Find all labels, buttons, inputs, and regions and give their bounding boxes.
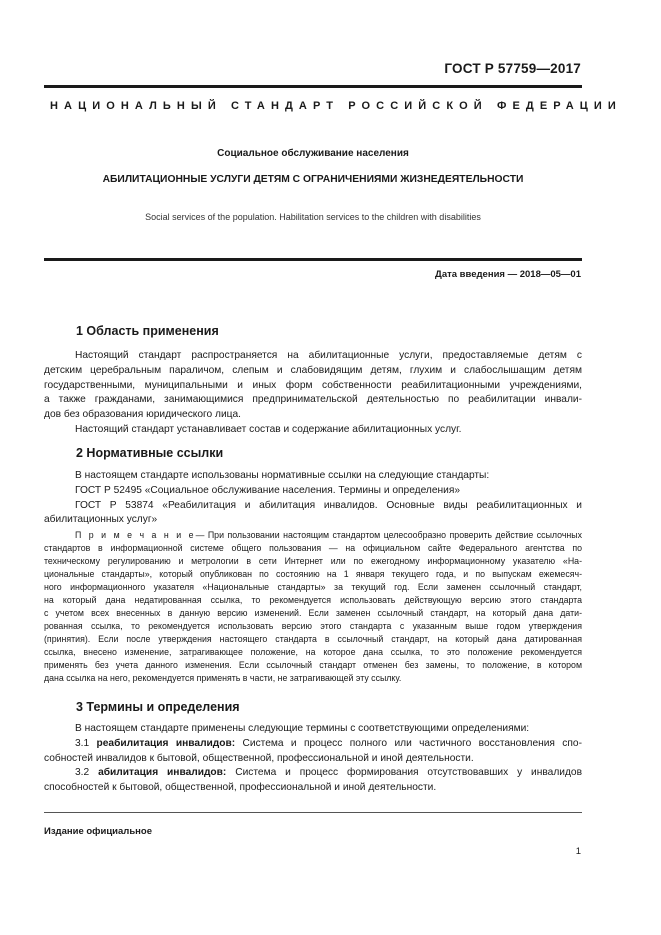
term-number: 3.1 [75,737,90,749]
text-line: В настоящем стандарте использованы нормативные ссылки на следующие стандарты: [75,470,490,481]
text-line: собностей инвалидов к бытовой, общественной, профессиональной и иной деятельности. [44,752,474,764]
term-3-2 [44,766,582,781]
term-name: абилитация инвалидов: [98,767,227,779]
text-line: Настоящий стандарт распространяется на абилитационные услуги, предоставляемые детям с [75,350,582,361]
term-number: 3.2 [75,767,90,779]
term-3-1 [44,737,582,752]
text-line: (принятия). Если после утверждения настоящего стандарта в ссылочный стандарт, на который дана датированная [44,634,582,644]
section-1-paragraph [44,349,582,438]
date-introduced: Дата введения — 2018—05—01 [435,269,581,280]
text-line: стандартов в информационной системе общего пользования — на официальном сайте Федерального агентства по [44,543,582,553]
reference-item: ГОСТ Р 53874 «Реабилитация и абилитация инвалидов. Основные виды реабилитационных и [75,499,582,511]
text-line: на который дана недатированная ссылка, то рекомендуется использовать действующую версию этого стандарта [44,595,582,605]
reference-item: ГОСТ Р 52495 «Социальное обслуживание населения. Термины и определения» [75,484,461,496]
text-line: ного информационного указателя «Национальные стандарты» за текущий год. Если заменен ссылочный стандарт, [44,582,582,592]
text-line: а также гражданами, занимающимися предпринимательской деятельностью по реабилитации инвали- [44,394,582,406]
text-line: способностей к бытовой, общественной, профессиональной и иной деятельности. [44,782,437,794]
text-line: с учетом всех внесенных в данную версию изменений. Если заменен ссылочный стандарт, на который дана дати- [44,608,582,618]
text-line: Настоящий стандарт устанавливает состав и содержание абилитационных услуг. [75,423,462,435]
header-rule [44,85,582,88]
text-line: государственными, муниципальными и иных форм собственности реабилитационными учреждениями, [44,379,582,391]
text-line: ссылка, внесено изменение, затрагивающее положение, на которое дана ссылка, то это положение рекомендуется [44,647,582,657]
section-3-heading: 3 Термины и определения [76,700,240,714]
text-line: рованная ссылка, то рекомендуется использовать версию этого стандарта с указанным выше годом утверждения [44,621,582,631]
text-line: детским церебральным параличом, слепым и слабовидящим детям, глухим и слабослышащим детям [44,364,582,376]
term-definition: Система и процесс полного или частичного восстановления спо- [242,737,582,749]
english-title: Social services of the population. Habilitation services to the children with disabilities [145,212,481,222]
note-text: — При пользовании настоящим стандартом целесообразно проверить действие ссылочных [195,530,582,540]
document-number: ГОСТ Р 57759—2017 [444,61,581,76]
text-line: применять без учета данного изменения. Если ссылочный стандарт отменен без замены, то положение, в котором [44,660,582,670]
national-standard-banner: НАЦИОНАЛЬНЫЙ СТАНДАРТ РОССИЙСКОЙ ФЕДЕРАЦИИ [50,100,622,112]
title-group: Социальное обслуживание населения [217,148,409,159]
text-line: дана ссылка на него, рекомендуется применять в части, не затрагивающей эту ссылку. [44,673,402,683]
text-line [44,529,582,542]
text-line: дов без образования юридического лица. [44,409,241,421]
title-rule [44,258,582,261]
document-title: АБИЛИТАЦИОННЫЕ УСЛУГИ ДЕТЯМ С ОГРАНИЧЕНИЯМИ ЖИЗНЕДЕЯТЕЛЬНОСТИ [102,174,524,185]
section-2-references [44,469,582,528]
official-edition-label: Издание официальное [44,826,152,837]
text-line: техническому регулированию и метрологии в сети Интернет или по ежегодному информационному указателю «На- [44,556,582,566]
term-name: реабилитация инвалидов: [96,737,236,749]
text-line: В настоящем стандарте применены следующие термины с соответствующими определениями: [75,723,530,734]
section-2-heading: 2 Нормативные ссылки [76,446,224,460]
section-3-terms [44,722,582,796]
note-label: П р и м е ч а н и е [75,530,196,540]
section-1-heading: 1 Область применения [76,324,219,338]
term-definition: Система и процесс формирования отсутствовавших у инвалидов [235,767,582,779]
text-line: циональные стандарты», который опубликован по состоянию на 1 января текущего года, и по выпускам ежемесяч- [44,569,582,579]
page-number: 1 [575,846,581,857]
text-line: абилитационных услуг» [44,514,158,526]
note-block [44,529,582,685]
footer-rule [44,812,582,813]
